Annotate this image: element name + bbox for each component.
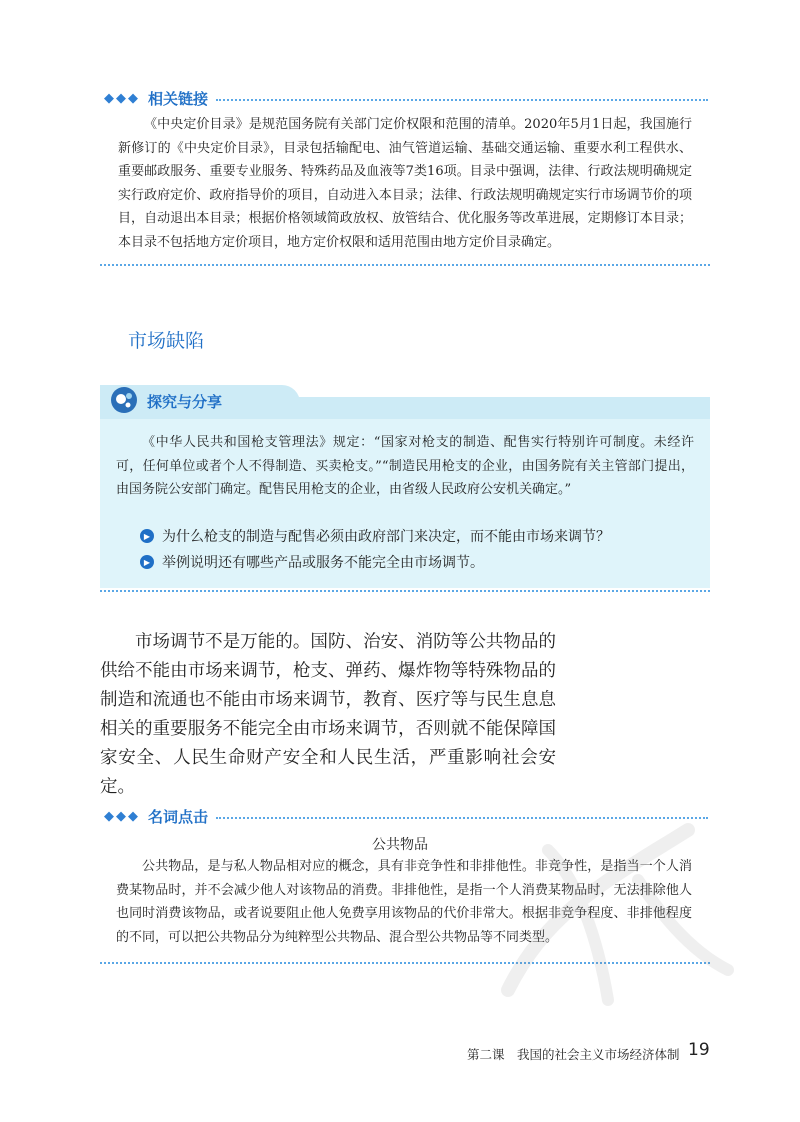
term-section-title: 名词点击 [148, 807, 209, 826]
term-title: 公共物品 [372, 837, 428, 853]
explore-title: 探究与分享 [147, 393, 223, 411]
question-item [140, 526, 610, 546]
explore-paragraph: 《中华人民共和国枪支管理法》规定：“国家对枪支的制造、配售实行特别许可制度。未经许可，任何单位或者个人不得制造、买卖枪支。”“制造民用枪支的企业，由国务院有关主管部门提出，由国务院公安部门确定。配售民用枪支的企业，由省级人民政府公安机关确定。” [116, 435, 694, 497]
diamond-icons: ◆◆◆ [104, 808, 140, 824]
play-bullet-icon: ▶ [140, 529, 154, 543]
question-text: 为什么枪支的制造与配售必须由政府部门来决定，而不能由市场来调节？ [162, 529, 610, 545]
question-item [140, 552, 484, 572]
play-bullet-icon: ▶ [140, 555, 154, 569]
diamond-icons: ◆◆◆ [104, 90, 140, 106]
question-text: 举例说明还有哪些产品或服务不能完全由市场调节。 [162, 555, 484, 571]
dotted-divider [100, 590, 710, 592]
related-links-header [104, 87, 708, 109]
related-links-paragraph: 《中央定价目录》是规范国务院有关部门定价权限和范围的清单。2020年5月1日起，我国施行新修订的《中央定价目录》，目录包括输配电、油气管道运输、基础交通运输、重要水利工程供水、重要邮政服务、重要专业服务、特殊药品及血液等7类16项。目录中强调，法律、行政法规明确规定实行政府定价、政府指导价的项目，自动进入本目录；法律、行政法规明确规定实行市场调节价的项目，自动退出本目录；根据价格领域简政放权、放管结合、优化服务等改革进展，定期修订本目录；本目录不包括地方定价项目，地方定价权限和适用范围由地方定价目录确定。 [118, 117, 692, 250]
page-number: 19 [688, 1040, 710, 1060]
chapter-footer: 第二课 我国的社会主义市场经济体制 [467, 1047, 680, 1062]
section-heading: 市场缺陷 [128, 330, 205, 352]
related-links-title: 相关链接 [148, 89, 209, 108]
watermark-stamp [488, 790, 748, 1020]
dotted-divider [216, 99, 708, 101]
term-paragraph: 公共物品，是与私人物品相对应的概念，具有非竞争性和非排他性。非竞争性，是指当一个人消费某物品时，并不会减少他人对该物品的消费。非排他性，是指一个人消费某物品时，无法排除他人也同时消费该物品，或者说要阻止他人免费享用该物品的代价非常大。根据非竞争程度、非排他程度的不同，可以把公共物品分为纯粹型公共物品、混合型公共物品等不同类型。 [116, 859, 692, 945]
dotted-divider [100, 264, 710, 266]
explore-icon [111, 387, 137, 413]
main-paragraph: 市场调节不是万能的。国防、治安、消防等公共物品的供给不能由市场来调节，枪支、弹药、爆炸物等特殊物品的制造和流通也不能由市场来调节，教育、医疗等与民生息息相关的重要服务不能完全由市场来调节，否则就不能保障国家安全、人民生命财产安全和人民生活，严重影响社会安定。 [100, 632, 556, 797]
